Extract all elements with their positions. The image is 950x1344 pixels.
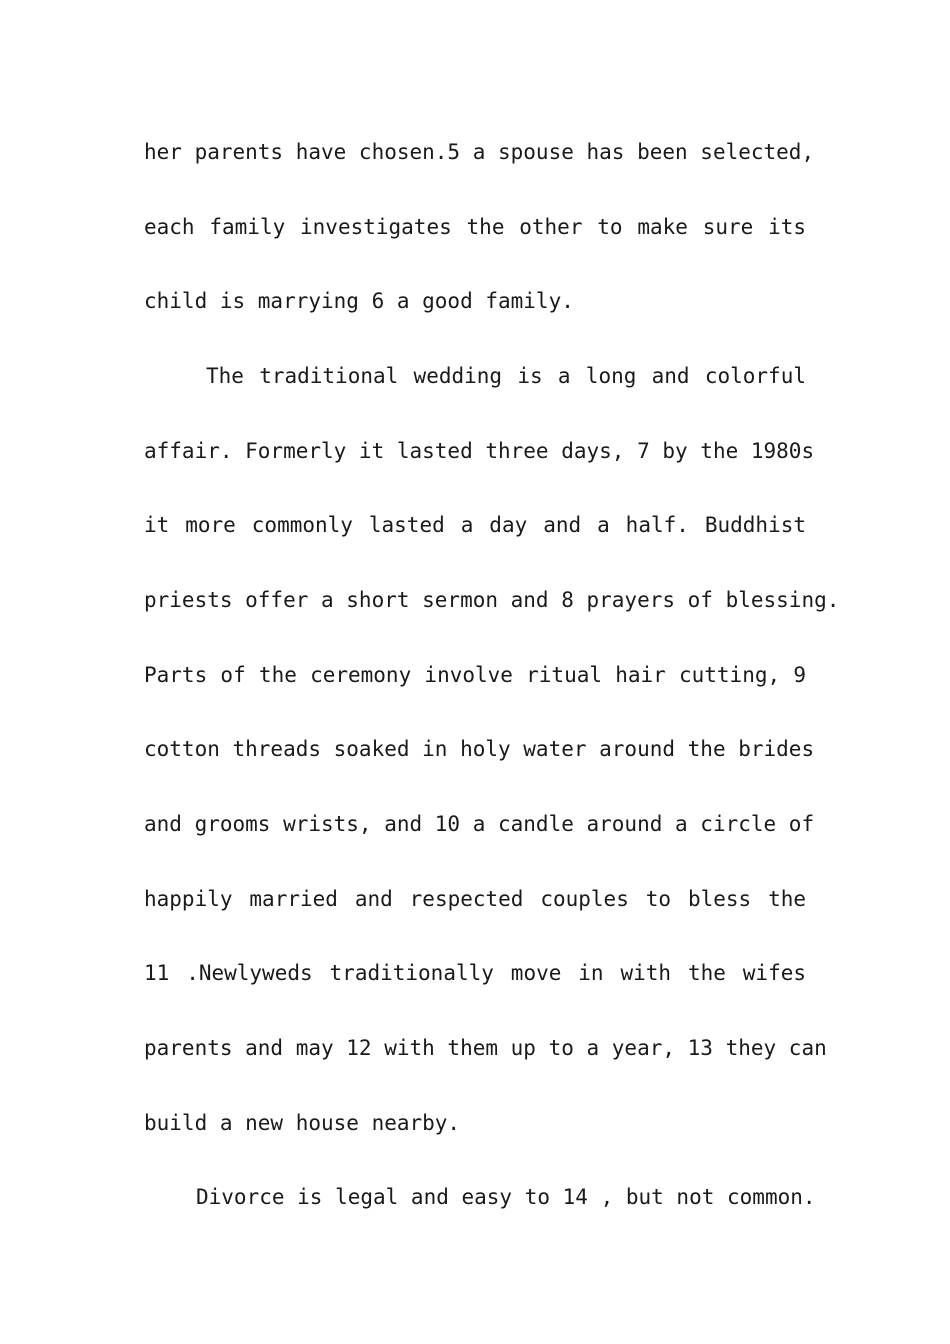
text-line-8: Parts of the ceremony involve ritual hair cutting, 9 xyxy=(144,663,806,687)
text-line-12: 11 .Newlyweds traditionally move in with the wifes xyxy=(144,961,806,985)
text-line-6: it more commonly lasted a day and a half. Buddhist xyxy=(144,513,806,537)
text-line-2: each family investigates the other to make sure its xyxy=(144,215,806,239)
text-line-1: her parents have chosen.5 a spouse has been selected, xyxy=(144,140,815,164)
text-line-15: Divorce is legal and easy to 14 , but not common. xyxy=(196,1185,816,1209)
text-line-3: child is marrying 6 a good family. xyxy=(144,289,574,313)
text-line-5: affair. Formerly it lasted three days, 7 by the 1980s xyxy=(144,439,815,463)
text-line-4: The traditional wedding is a long and colorful xyxy=(206,364,806,388)
text-line-14: build a new house nearby. xyxy=(144,1111,461,1135)
text-line-9: cotton threads soaked in holy water around the brides xyxy=(144,737,815,761)
text-line-11: happily married and respected couples to bless the xyxy=(144,887,806,911)
text-line-10: and grooms wrists, and 10 a candle around a circle of xyxy=(144,812,815,836)
text-line-7: priests offer a short sermon and 8 prayers of blessing. xyxy=(144,588,840,612)
text-line-13: parents and may 12 with them up to a year, 13 they can xyxy=(144,1036,827,1060)
